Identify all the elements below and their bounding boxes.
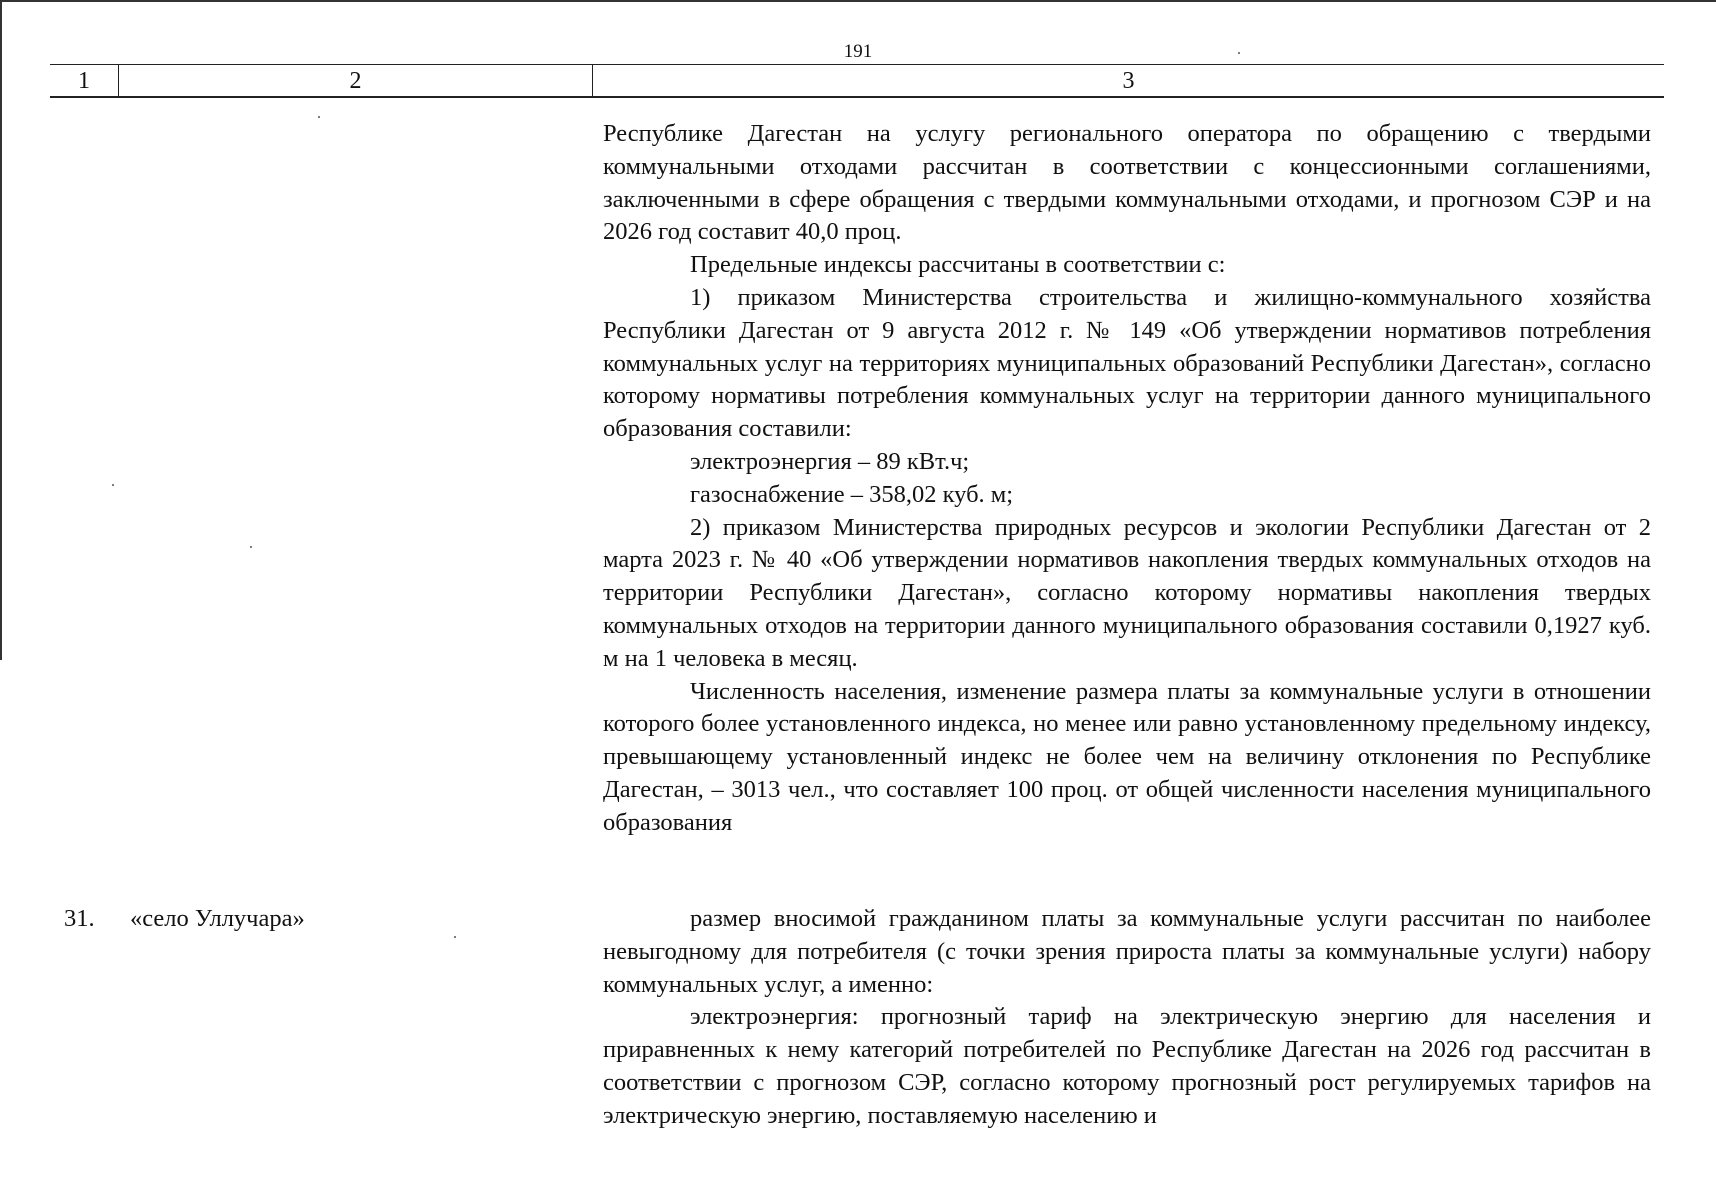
column-number-1: 1 [50,65,119,96]
paragraph: Предельные индексы рассчитаны в соответствии с: [690,251,1226,279]
page-top-border [0,0,1716,2]
scan-speck [454,936,456,938]
paragraph: электроэнергия: прогнозный тариф на электрическую энергию для населения и приравненных к нему категорий потребителей по Республике Дагестан на 2026 год рассчитан в соответствии с прогнозом СЭР, согласно которому прогнозный рост регулируемых тарифов на электрическую энергию, поставляемую населению и [603,1003,1651,1129]
table-column-header [50,64,1664,98]
paragraph: электроэнергия – 89 кВт.ч; [690,447,970,475]
entry-text [603,903,1651,1133]
entry-number: 31. [64,905,95,932]
paragraph: 2) приказом Министерства природных ресурсов и экологии Республики Дагестан от 2 марта 2023 г. № 40 «Об утверждении нормативов накопления твердых коммунальных отходов на территории Республики Дагестан», согласно которому нормативы накопления твердых коммунальных отходов на территории данного муниципального образования составили 0,1927 куб. м на 1 человека в месяц. [603,513,1651,672]
paragraph: размер вносимой гражданином платы за коммунальные услуги рассчитан по наиболее невыгодному для потребителя (с точки зрения прироста платы за коммунальные услуги) набору коммунальных услуг, а именно: [603,905,1651,998]
column-number-2: 2 [119,65,593,96]
paragraph: 1) приказом Министерства строительства и жилищно-коммунального хозяйства Республики Дагестан от 9 августа 2012 г. № 149 «Об утверждении нормативов потребления коммунальных услуг на территориях муниципальных образований Республики Дагестан», согласно которому нормативы потребления коммунальных услуг на территории данного муниципального образования составили: [603,283,1651,443]
paragraph: Республике Дагестан на услугу регионального оператора по обращению с твердыми коммунальными отходами рассчитан в соответствии с концессионными соглашениями, заключенными в сфере обращения с твердыми коммунальными отходами, и прогнозом СЭР и на 2026 год составит 40,0 проц. [603,120,1651,246]
continuation-text [603,118,1651,840]
scan-speck [318,116,320,118]
page-left-border [0,0,2,660]
page-number: 191 [843,41,873,62]
paragraph: Численность населения, изменение размера платы за коммунальные услуги в отношении которого более установленного индекса, но менее или равно установленному предельному индексу, превышающему установленный индекс не более чем на величину отклонения по Республике Дагестан, – 3013 чел., что составляет 100 проц. от общей численности населения муниципального образования [603,677,1651,836]
scan-speck [1238,52,1240,54]
paragraph: газоснабжение – 358,02 куб. м; [690,480,1014,508]
entry-name: «село Уллучара» [130,905,305,932]
scan-speck [112,484,114,486]
column-number-3: 3 [1122,68,1135,94]
scan-speck [250,546,252,548]
